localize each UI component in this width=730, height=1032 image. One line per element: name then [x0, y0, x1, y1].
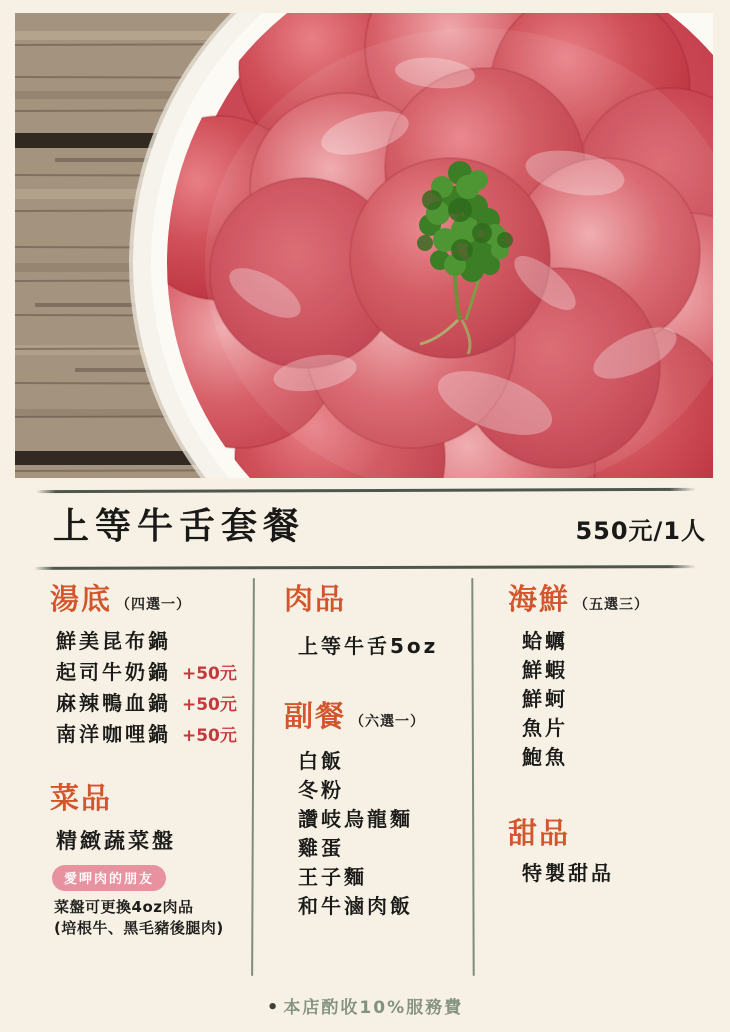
seafood-item-list	[508, 627, 714, 772]
dish-photo	[15, 13, 713, 478]
meat-item-list	[284, 632, 470, 661]
service-fee-text: 本店酌收10%服務費	[283, 998, 464, 1018]
list-item: 王子麵	[298, 865, 367, 889]
section-title-dessert: 甜品	[508, 816, 571, 850]
list-item: 鮮蚵	[522, 687, 568, 711]
bullet-icon: •	[266, 997, 279, 1018]
section-veggie-header	[50, 781, 255, 815]
item-name: 起司牛奶鍋	[56, 660, 171, 684]
divider-bottom	[34, 565, 696, 570]
section-side-header	[284, 699, 470, 733]
set-price: 550元/1人	[575, 517, 706, 545]
list-item: 精緻蔬菜盤	[56, 829, 176, 853]
item-surcharge: +50元	[181, 726, 237, 746]
list-item: 和牛滷肉飯	[298, 894, 413, 918]
section-title-soup: 湯底	[50, 582, 113, 616]
list-item: 魚片	[522, 716, 568, 740]
section-title-side: 副餐	[284, 699, 347, 733]
soup-item-list	[50, 627, 255, 751]
page-title: 上等牛舌套餐	[53, 506, 306, 547]
meat-lover-badge: 愛呷肉的朋友	[52, 865, 166, 891]
column-divider-2	[471, 578, 474, 976]
list-item: 讚岐烏龍麵	[298, 807, 413, 831]
section-title-veggie: 菜品	[50, 781, 113, 815]
column-meat-side	[284, 582, 470, 921]
list-item	[56, 689, 255, 720]
list-item	[56, 627, 255, 658]
section-seafood-header	[508, 582, 714, 616]
section-meat-header	[284, 582, 470, 616]
section-soup-header	[50, 582, 255, 616]
item-name: 麻辣鴨血鍋	[56, 691, 171, 715]
item-surcharge: +50元	[181, 664, 237, 684]
list-item: 鮑魚	[522, 745, 568, 769]
divider-top	[36, 488, 696, 493]
section-title-seafood: 海鮮	[508, 582, 571, 616]
list-item	[56, 720, 255, 751]
service-fee-note	[0, 993, 730, 1018]
list-item: 雞蛋	[298, 836, 344, 860]
item-surcharge: +50元	[181, 695, 237, 715]
list-item: 白飯	[298, 749, 344, 773]
dish-photo-illustration	[15, 13, 713, 478]
list-item	[56, 658, 255, 689]
list-item: 冬粉	[298, 778, 344, 802]
column-soup-veggie	[50, 582, 255, 938]
section-note-side: （六選一）	[350, 714, 426, 730]
veggie-swap-note: 菜盤可更換4oz肉品	[54, 898, 194, 916]
side-item-list	[284, 747, 470, 921]
column-seafood-dessert	[508, 582, 714, 888]
list-item: 鮮蝦	[522, 658, 568, 682]
item-name: 鮮美昆布鍋	[56, 629, 171, 653]
veggie-swap-options: (培根牛、黑毛豬後腿肉)	[54, 919, 224, 937]
list-item: 蛤蠣	[522, 629, 568, 653]
section-dessert-header	[508, 816, 714, 850]
item-name: 南洋咖哩鍋	[56, 722, 171, 746]
dessert-item-list	[508, 859, 714, 888]
section-title-meat: 肉品	[284, 582, 347, 616]
section-note-seafood: （五選三）	[574, 597, 650, 613]
list-item: 上等牛舌5oz	[298, 634, 439, 658]
section-note-soup: （四選一）	[116, 597, 192, 613]
list-item: 特製甜品	[522, 861, 614, 885]
